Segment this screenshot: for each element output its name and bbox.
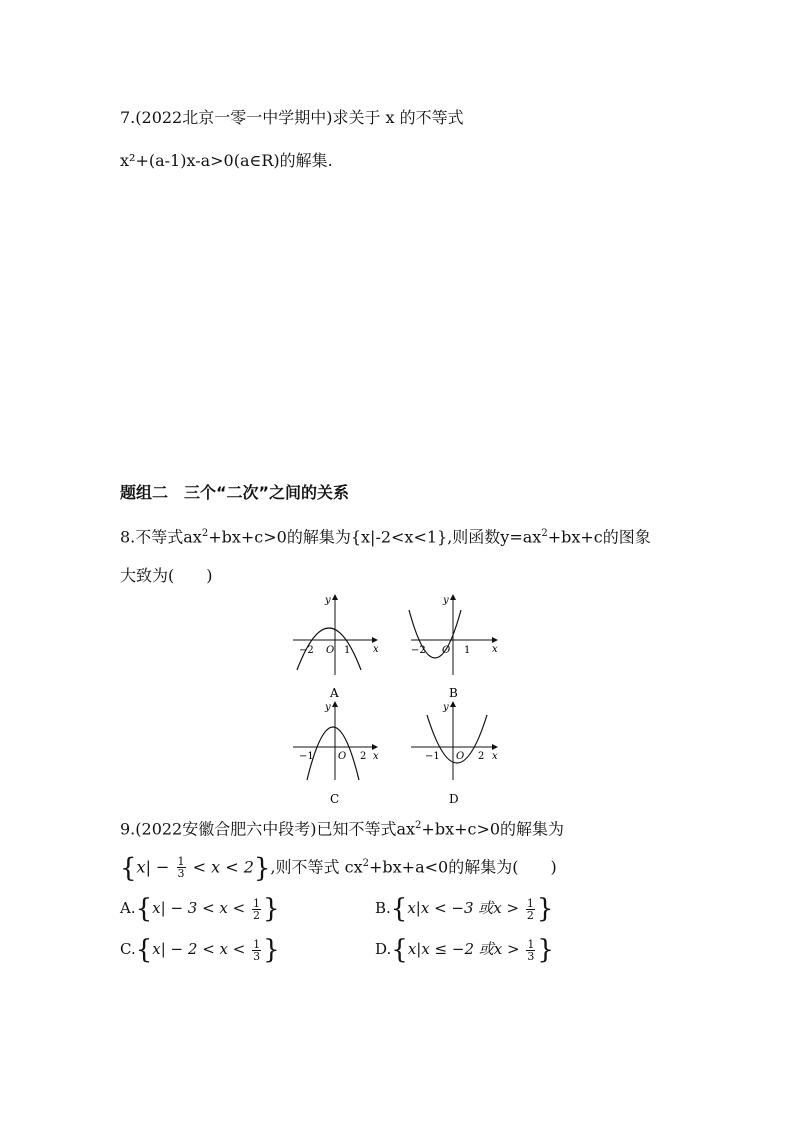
- graph-c-xlabel: x: [373, 751, 379, 762]
- graph-d-xlabel: x: [492, 751, 498, 762]
- q9-set-open-brace: {: [120, 853, 137, 884]
- option-c[interactable]: [120, 935, 280, 965]
- option-d-close-brace: }: [537, 935, 554, 965]
- graph-a-tick-right: 1: [344, 645, 351, 656]
- q9-sup-1: 2: [415, 820, 422, 831]
- q8-line1-part-c: +bx+c的图象: [547, 527, 651, 547]
- q9-set-frac-den: 3: [177, 867, 185, 881]
- q9-line2-part-b: +bx+a<0的解集为( ): [369, 857, 557, 877]
- option-c-body: x| − 2 < x <: [152, 940, 251, 958]
- option-c-open-brace: {: [135, 935, 153, 965]
- q8-line1-part-a: 8.不等式ax: [120, 527, 202, 547]
- option-c-frac-den: 3: [253, 949, 261, 963]
- graph-b: [409, 595, 498, 700]
- option-c-close-brace: }: [263, 935, 280, 965]
- q9-line1: [120, 815, 564, 840]
- graph-c-tick-right: 2: [360, 751, 367, 762]
- q9-set-fraction: [177, 856, 186, 879]
- graph-a-xlabel: x: [373, 644, 379, 655]
- option-d-fraction: [526, 939, 535, 962]
- option-d[interactable]: [375, 935, 554, 965]
- option-d-body: x|x ≤ −2 或x >: [407, 940, 525, 958]
- q9-line1-part-a: 9.(2022安徽合肥六中段考)已知不等式ax: [120, 819, 416, 839]
- option-a-frac-num: 1: [253, 896, 260, 910]
- graph-b-ylabel: y: [443, 595, 449, 606]
- q8-line1-part-b: +bx+c>0的解集为{x|-2<x<1},则函数y=ax: [208, 527, 542, 547]
- graph-c-origin: O: [338, 751, 347, 762]
- graph-c-tick-left: −1: [299, 751, 314, 762]
- graph-d: [411, 702, 498, 806]
- option-b-frac-den: 2: [526, 908, 534, 922]
- section-heading: 题组二 三个“二次”之间的关系: [120, 483, 350, 502]
- graph-b-label: B: [449, 686, 458, 700]
- graph-d-tick-left: −1: [425, 751, 440, 762]
- graph-b-origin: O: [442, 645, 451, 656]
- q7-line1: 7.(2022北京一零一中学期中)求关于 x 的不等式: [120, 108, 464, 127]
- option-c-frac-num: 1: [253, 937, 261, 951]
- option-c-prefix: C.: [120, 940, 136, 958]
- q9-set-body: x| −: [136, 857, 175, 877]
- option-a-open-brace: {: [135, 894, 153, 924]
- q8-sup-2: 2: [541, 528, 548, 539]
- option-d-open-brace: {: [391, 935, 408, 965]
- q9-line2: [120, 853, 557, 884]
- graph-d-tick-right: 2: [478, 751, 485, 762]
- option-b-close-brace: }: [536, 894, 554, 924]
- graph-c: [293, 702, 379, 806]
- option-a-body: x| − 3 < x <: [152, 899, 250, 917]
- option-a-frac-den: 2: [253, 908, 260, 922]
- q9-set-frac-num: 1: [177, 855, 185, 869]
- option-a-fraction: [252, 898, 261, 921]
- graph-d-ylabel: y: [443, 702, 449, 713]
- q8-line2: 大致为( ): [120, 566, 213, 585]
- option-b[interactable]: [375, 894, 554, 924]
- graph-a-ylabel: y: [325, 595, 331, 606]
- option-a[interactable]: [120, 894, 280, 924]
- graph-a-label: A: [330, 686, 339, 700]
- graph-c-label: C: [330, 792, 340, 806]
- option-b-frac-num: 1: [526, 896, 534, 910]
- option-d-frac-den: 3: [527, 949, 535, 963]
- graph-b-tick-left: −2: [411, 645, 426, 656]
- graph-a: [293, 595, 379, 700]
- q8-graphs: [285, 590, 515, 810]
- q9-line1-part-b: +bx+c>0的解集为: [421, 819, 565, 839]
- q8-graphs-svg: [285, 590, 515, 810]
- graph-c-ylabel: y: [325, 702, 331, 713]
- option-b-body: x|x < −3 或x >: [407, 899, 524, 917]
- q9-line2-part-a: ,则不等式 cx: [270, 857, 363, 877]
- option-a-prefix: A.: [120, 899, 136, 917]
- option-b-open-brace: {: [390, 894, 408, 924]
- graph-a-tick-left: −2: [299, 645, 314, 656]
- q7-line2: x²+(a-1)x-a>0(a∈R)的解集.: [120, 151, 333, 170]
- q9-set-tail: < x < 2: [187, 857, 254, 877]
- option-d-prefix: D.: [375, 940, 392, 958]
- option-c-fraction: [252, 939, 261, 962]
- option-b-fraction: [526, 898, 535, 921]
- q9-sup-2: 2: [362, 858, 369, 869]
- graph-a-origin: O: [326, 645, 335, 656]
- option-a-close-brace: }: [263, 894, 280, 924]
- graph-b-tick-right: 1: [464, 645, 471, 656]
- option-b-prefix: B.: [375, 899, 391, 917]
- q9-set-close-brace: }: [253, 853, 271, 884]
- graph-b-xlabel: x: [492, 644, 498, 655]
- option-d-frac-num: 1: [527, 937, 535, 951]
- graph-d-label: D: [449, 792, 459, 806]
- q8-sup-1: 2: [201, 528, 209, 539]
- graph-d-origin: O: [456, 751, 465, 762]
- q8-line1: [120, 523, 651, 548]
